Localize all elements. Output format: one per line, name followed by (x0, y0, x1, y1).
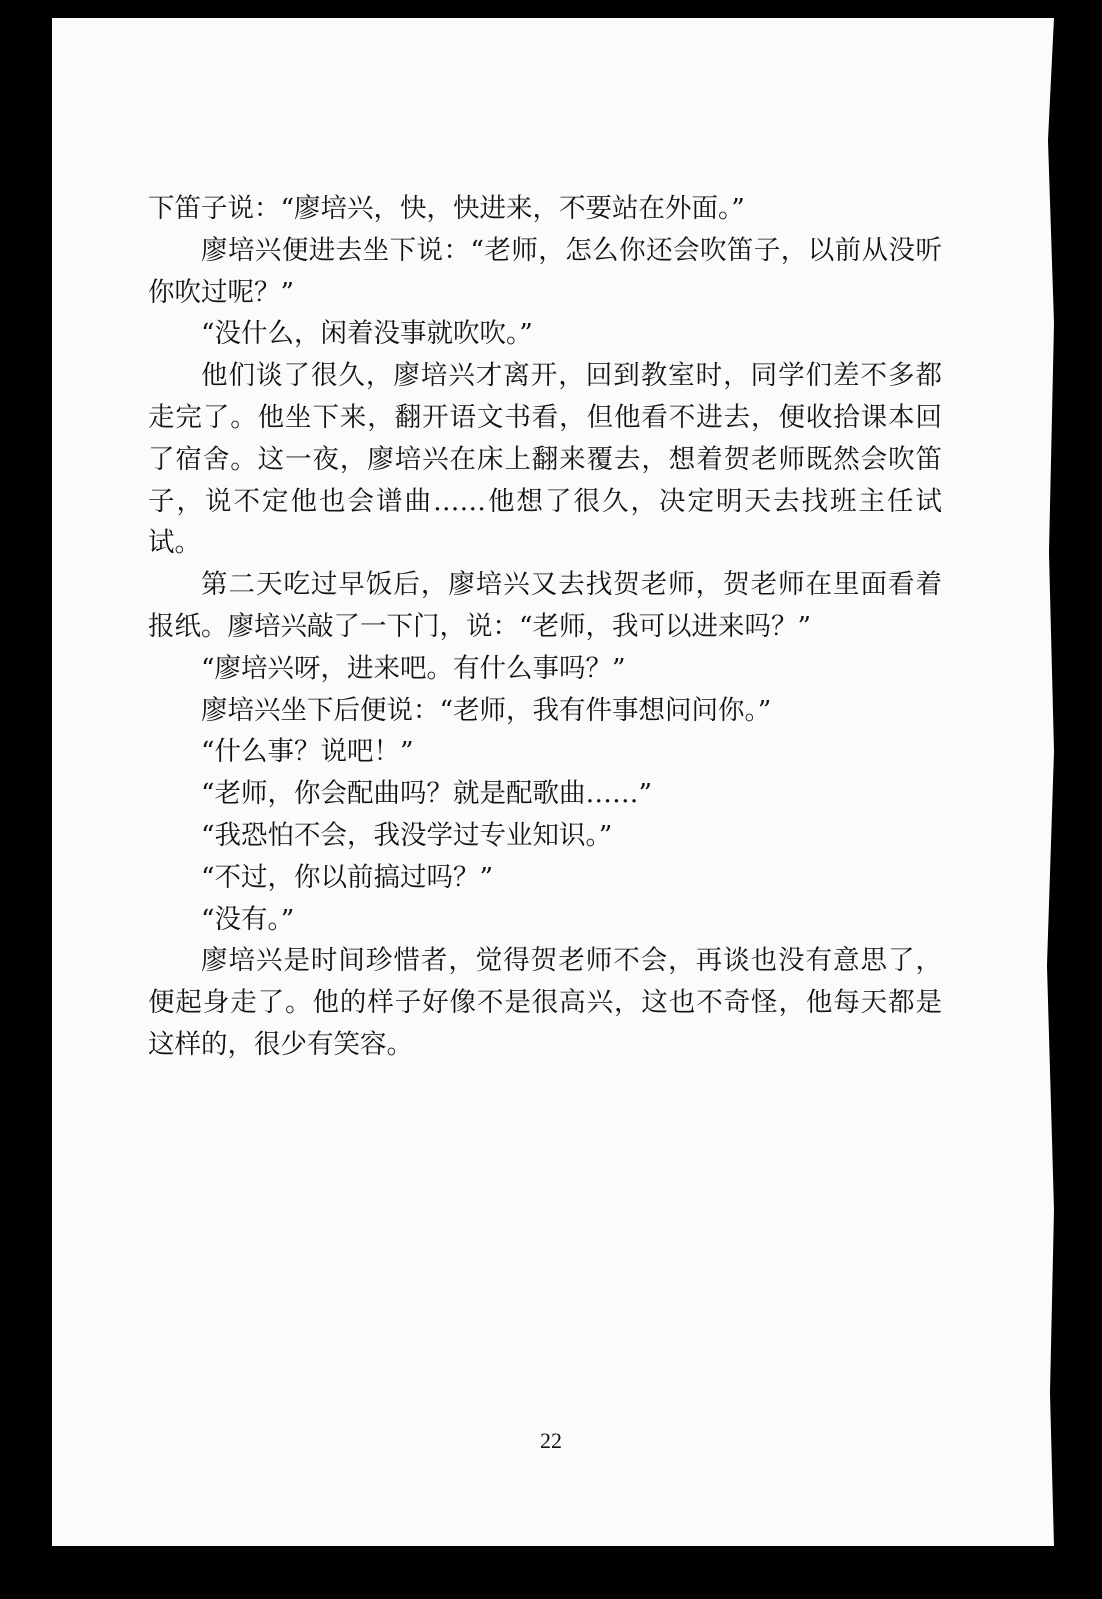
paragraph: 第二天吃过早饭后，廖培兴又去找贺老师，贺老师在里面看着报纸。廖培兴敲了一下门，说：“老师，我可以进来吗？” (148, 569, 942, 642)
paragraph: 他们谈了很久，廖培兴才离开，回到教室时，同学们差不多都走完了。他坐下来，翻开语文书看，但他看不进去，便收拾课本回了宿舍。这一夜，廖培兴在床上翻来覆去，想着贺老师既然会吹笛子，说不定他也会谱曲……他想了很久，决定明天去找班主任试试。 (148, 360, 942, 559)
paragraph: “没什么，闲着没事就吹吹。” (201, 318, 533, 350)
paragraph: 廖培兴坐下后便说：“老师，我有件事想问问你。” (201, 694, 772, 726)
paragraph: “老师，你会配曲吗？就是配歌曲……” (201, 778, 653, 810)
paragraph: 廖培兴便进去坐下说：“老师，怎么你还会吹笛子，以前从没听你吹过呢？” (148, 234, 942, 308)
body-text (148, 188, 942, 1066)
paragraph: 下笛子说：“廖培兴，快，快进来，不要站在外面。” (148, 193, 745, 224)
paragraph: “我恐怕不会，我没学过专业知识。” (201, 819, 613, 851)
paragraph: “什么事？说吧！” (201, 736, 414, 768)
paragraph: 廖培兴是时间珍惜者，觉得贺老师不会，再谈也没有意思了，便起身走了。他的样子好像不是很高兴，这也不奇怪，他每天都是这样的，很少有笑容。 (148, 945, 942, 1060)
paragraph: “不过，你以前搞过吗？” (201, 861, 494, 893)
page-number: 22 (540, 1428, 562, 1453)
paragraph: “没有。” (201, 903, 295, 935)
paragraph: “廖培兴呀，进来吧。有什么事吗？” (201, 652, 626, 684)
